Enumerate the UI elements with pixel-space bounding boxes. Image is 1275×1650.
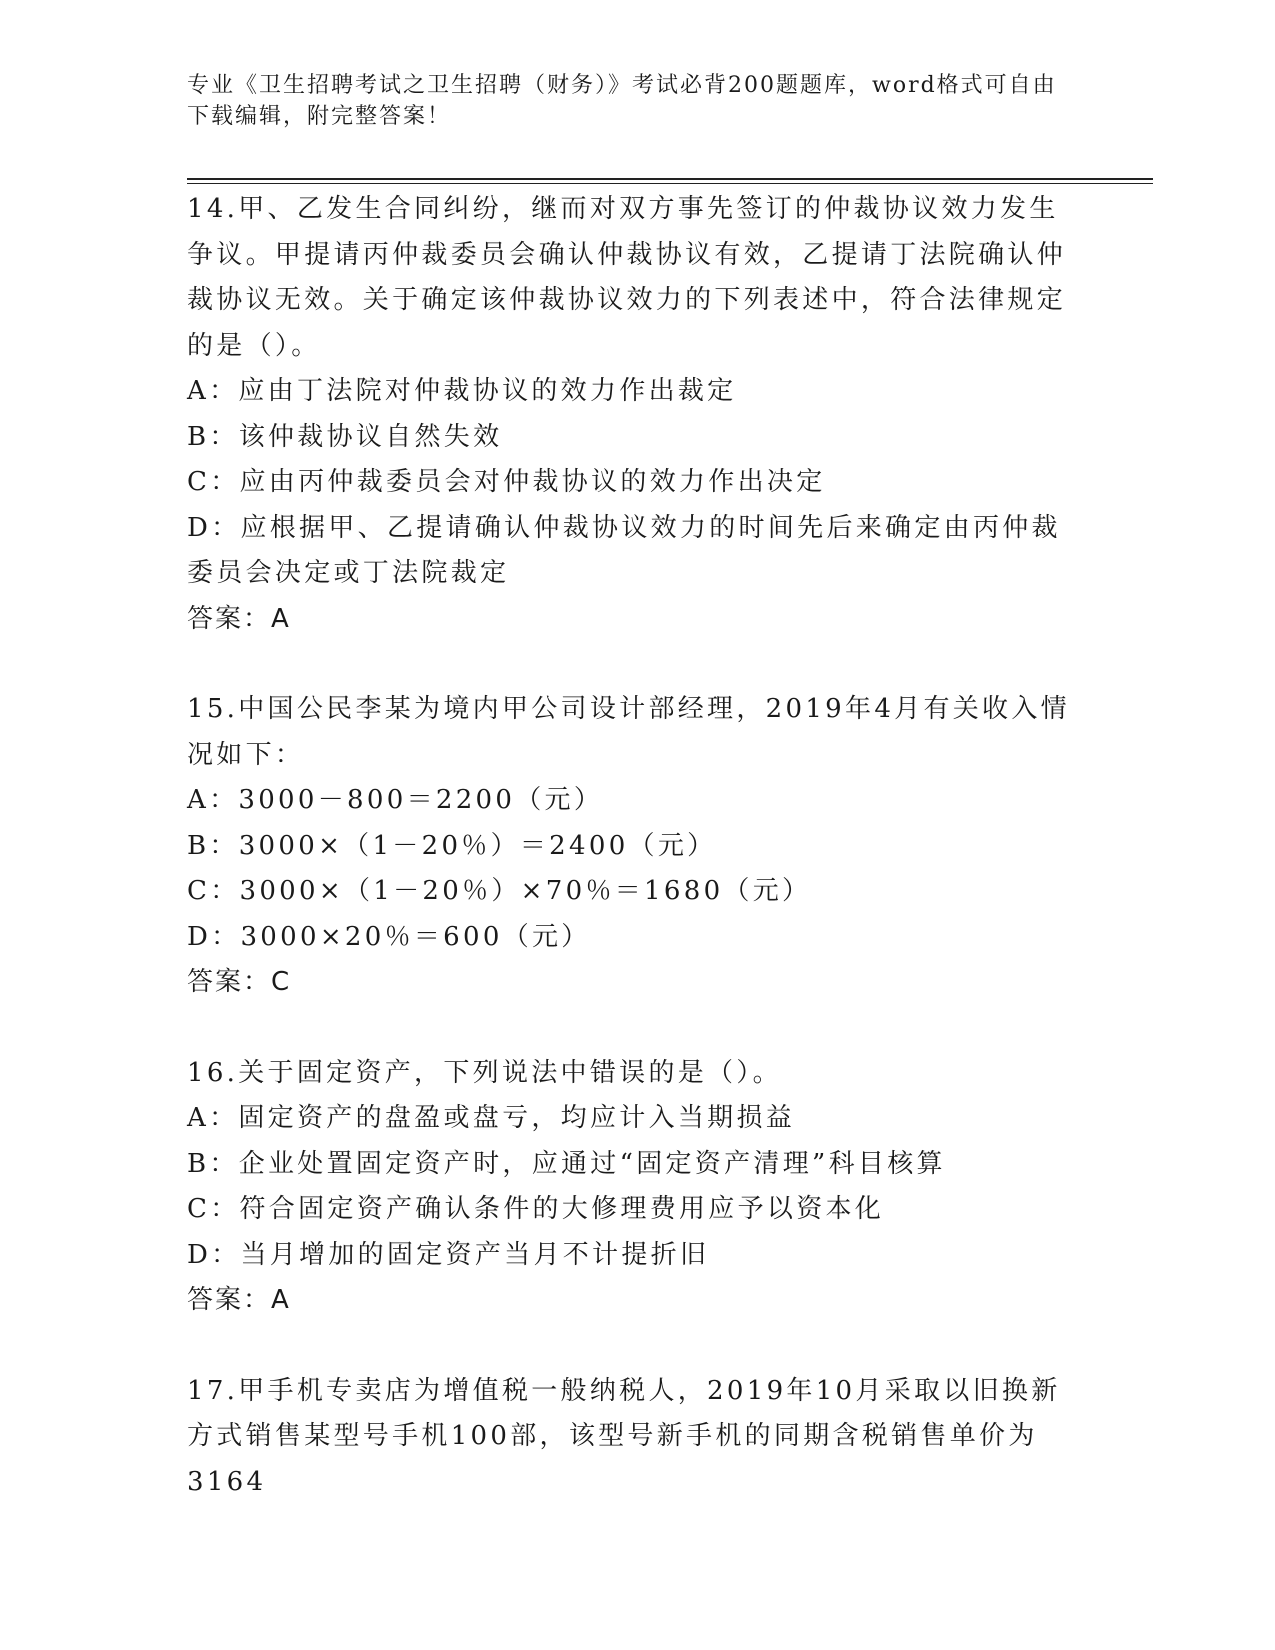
option-d: D：3000×20％＝600（元） — [187, 921, 591, 952]
option-d: D：当月增加的固定资产当月不计提折旧 — [187, 1239, 710, 1270]
question-stem: 15.中国公民李某为境内甲公司设计部经理，2019年4月有关收入情况如下： — [187, 694, 1070, 770]
option-d: D：应根据甲、乙提请确认仲裁协议效力的时间先后来确定由丙仲裁委员会决定或丁法院裁定 — [187, 512, 1061, 588]
option-b: B：3000×（1－20％）＝2400（元） — [187, 830, 717, 861]
answer-label: 答案：C — [187, 967, 292, 997]
answer-label: 答案：A — [187, 1285, 291, 1315]
question-stem: 14.甲、乙发生合同纠纷，继而对双方事先签订的仲裁协议效力发生争议。甲提请丙仲裁委员会确认仲裁协议有效，乙提请丁法院确认仲裁协议无效。关于确定该仲裁协议效力的下列表述中，符合法律规定的是（）。 — [187, 194, 1067, 361]
question-16 — [187, 1051, 1087, 1324]
option-a: A：应由丁法院对仲裁协议的效力作出裁定 — [187, 376, 737, 406]
question-14 — [187, 187, 1087, 642]
option-b: B：该仲裁协议自然失效 — [187, 421, 503, 452]
question-17 — [187, 1369, 1087, 1506]
option-c: C：3000×（1－20％）×70％＝1680（元） — [187, 876, 812, 906]
question-15 — [187, 687, 1087, 1006]
option-b: B：企业处置固定资产时，应通过“固定资产清理”科目核算 — [187, 1148, 946, 1179]
option-c: C：符合固定资产确认条件的大修理费用应予以资本化 — [187, 1194, 885, 1224]
answer-label: 答案：A — [187, 603, 291, 634]
header-divider-thin — [187, 183, 1153, 184]
option-c: C：应由丙仲裁委员会对仲裁协议的效力作出决定 — [187, 467, 826, 497]
option-a: A：固定资产的盘盈或盘亏，均应计入当期损益 — [187, 1103, 796, 1133]
header-divider-thick — [187, 178, 1153, 180]
option-a: A：3000－800＝2200（元） — [187, 785, 604, 815]
question-stem: 16.关于固定资产，下列说法中错误的是（）。 — [187, 1057, 782, 1088]
question-list — [187, 187, 1087, 1550]
question-stem: 17.甲手机专卖店为增值税一般纳税人，2019年10月采取以旧换新方式销售某型号手机100部，该型号新手机的同期含税销售单价为3164 — [187, 1375, 1061, 1497]
document-header: 专业《卫生招聘考试之卫生招聘（财务）》考试必背200题题库，word格式可自由下载编辑，附完整答案！ — [187, 73, 1057, 129]
